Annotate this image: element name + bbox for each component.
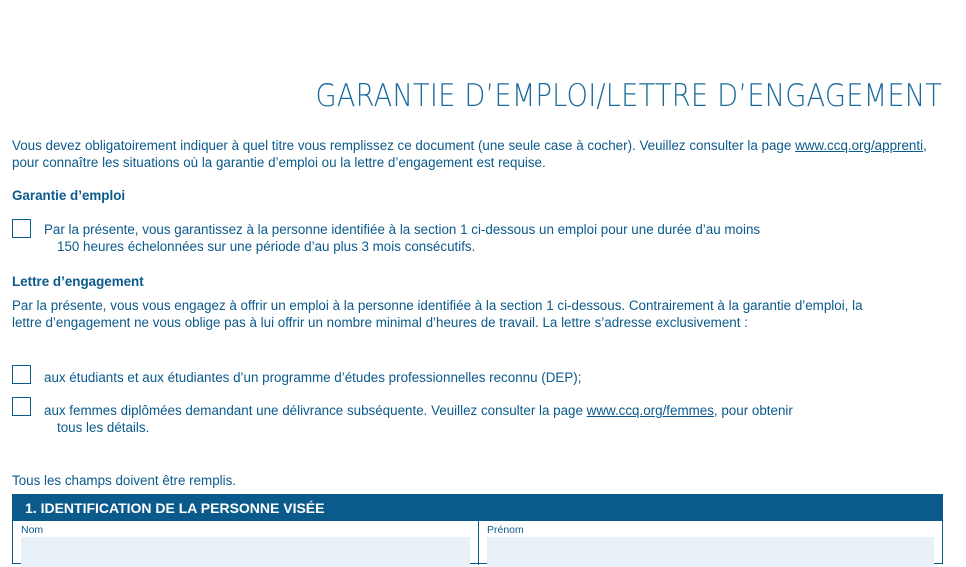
- prenom-field: [478, 521, 942, 565]
- femmes-link[interactable]: www.ccq.org/femmes: [586, 403, 714, 418]
- garantie-heading: Garantie d’emploi: [12, 188, 126, 203]
- garantie-option-line2: 150 heures échelonnées sur une période d’au plus 3 mois consécutifs.: [57, 239, 476, 254]
- garantie-option-text: [44, 221, 924, 255]
- apprenti-link[interactable]: www.ccq.org/apprenti: [795, 138, 924, 153]
- all-fields-note: Tous les champs doivent être remplis.: [12, 473, 237, 488]
- lettre-heading: Lettre d’engagement: [12, 274, 144, 289]
- garantie-option-line1: Par la présente, vous garantissez à la personne identifiée à la section 1 ci-dessous un emploi pour une durée d’au moins: [44, 222, 761, 237]
- femmes-checkbox[interactable]: [12, 397, 31, 416]
- prenom-label: Prénom: [487, 524, 524, 536]
- nom-label: Nom: [21, 524, 44, 536]
- section1-identification: [12, 494, 943, 564]
- intro-text: [12, 137, 952, 171]
- document-title: GARANTIE D’EMPLOI/LETTRE D’ENGAGEMENT: [315, 78, 942, 114]
- intro-text-part1: Vous devez obligatoirement indiquer à quel titre vous remplissez ce document (une seule case à cocher). Veuillez consulter la page: [12, 138, 796, 153]
- garantie-checkbox[interactable]: [12, 219, 31, 238]
- section1-title: 1. IDENTIFICATION DE LA PERSONNE VISÉE: [13, 495, 942, 521]
- dep-checkbox[interactable]: [12, 365, 31, 384]
- femmes-option-line2: tous les détails.: [57, 420, 150, 435]
- prenom-input[interactable]: [487, 537, 934, 567]
- femmes-option-part1: aux femmes diplômées demandant une délivrance subséquente. Veuillez consulter la page: [44, 403, 587, 418]
- femmes-option-text: [44, 402, 924, 436]
- nom-field: [13, 521, 478, 565]
- femmes-option-part2: , pour obtenir: [713, 403, 793, 418]
- nom-input[interactable]: [21, 537, 470, 567]
- intro-text-part2: , pour connaître les situations où la garantie d’emploi ou la lettre d’engagement est requise.: [12, 138, 927, 170]
- lettre-paragraph: Par la présente, vous vous engagez à offrir un emploi à la personne identifiée à la section 1 ci-dessous. Contrairement à la garantie d’emploi, la lettre d’engagement ne vous oblige pas à lui offrir un nombre minimal d’heures de travail. La lettre s’adresse exclusivement :: [12, 298, 863, 330]
- dep-option-text: aux étudiants et aux étudiantes d’un programme d’études professionnelles reconnu (DEP);: [44, 370, 582, 385]
